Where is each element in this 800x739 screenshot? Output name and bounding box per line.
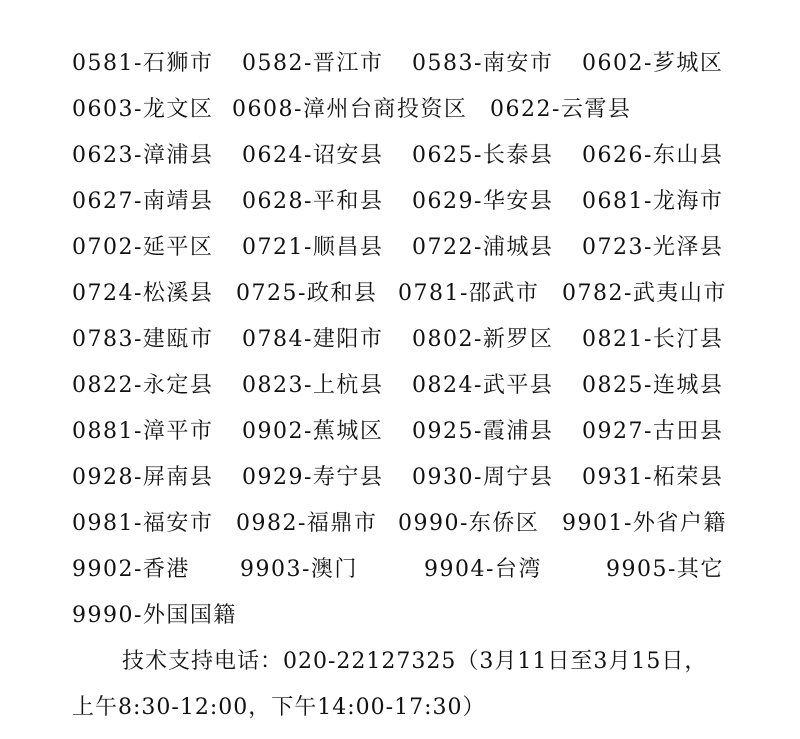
region-code-entry: 0824-武平县 <box>412 373 554 398</box>
region-code-entry: 9903-澳门 <box>240 557 358 582</box>
code-row <box>0 90 800 130</box>
code-row <box>0 412 800 452</box>
region-code-entry: 9905-其它 <box>606 557 724 582</box>
region-code-entry: 0930-周宁县 <box>412 465 554 490</box>
region-code-entry: 0990-东侨区 <box>398 511 540 536</box>
region-code-entry: 0802-新罗区 <box>412 327 554 352</box>
region-code-entry: 0721-顺昌县 <box>242 235 384 260</box>
code-row <box>0 596 800 636</box>
code-row <box>0 550 800 590</box>
region-code-entry: 0725-政和县 <box>236 281 378 306</box>
region-code-entry: 0723-光泽县 <box>582 235 724 260</box>
region-code-entry: 0724-松溪县 <box>72 281 214 306</box>
region-code-entry: 9904-台湾 <box>424 557 542 582</box>
region-code-entry: 0822-永定县 <box>72 373 214 398</box>
code-row <box>0 366 800 406</box>
region-code-entry: 0981-福安市 <box>72 511 214 536</box>
tech-support-hours-line: 上午8:30-12:00，下午14:00-17:30） <box>72 695 486 720</box>
region-code-entry: 0925-霞浦县 <box>412 419 554 444</box>
tech-support-phone-line: 技术支持电话：020-22127325（3月11日至3月15日， <box>122 649 708 674</box>
region-code-entry: 0825-连城县 <box>582 373 724 398</box>
code-row <box>0 458 800 498</box>
region-code-entry: 9902-香港 <box>72 557 190 582</box>
region-code-entry: 0722-浦城县 <box>412 235 554 260</box>
region-code-entry: 0681-龙海市 <box>582 189 724 214</box>
code-row <box>0 44 800 84</box>
region-code-entry: 0602-芗城区 <box>582 51 724 76</box>
region-code-entry: 0902-蕉城区 <box>242 419 384 444</box>
region-code-entry: 0783-建瓯市 <box>72 327 214 352</box>
region-code-entry: 0581-石狮市 <box>72 51 214 76</box>
region-code-entry: 0582-晋江市 <box>242 51 384 76</box>
region-code-entry: 9901-外省户籍 <box>562 511 727 536</box>
code-row <box>0 136 800 176</box>
region-code-entry: 0982-福鼎市 <box>236 511 378 536</box>
region-code-entry: 0781-邵武市 <box>398 281 540 306</box>
region-code-entry: 0881-漳平市 <box>72 419 214 444</box>
region-code-entry: 0583-南安市 <box>412 51 554 76</box>
region-code-entry: 0625-长泰县 <box>412 143 554 168</box>
code-row <box>0 274 800 314</box>
region-code-entry: 0931-柘荣县 <box>582 465 724 490</box>
code-row <box>0 504 800 544</box>
region-code-entry: 0628-平和县 <box>242 189 384 214</box>
region-code-entry: 0608-漳州台商投资区 <box>232 97 468 122</box>
region-code-entry: 0624-诏安县 <box>242 143 384 168</box>
region-code-entry: 0623-漳浦县 <box>72 143 214 168</box>
region-code-entry: 0629-华安县 <box>412 189 554 214</box>
region-code-entry: 0626-东山县 <box>582 143 724 168</box>
code-row <box>0 320 800 360</box>
region-code-entry: 0823-上杭县 <box>242 373 384 398</box>
region-code-entry: 0927-古田县 <box>582 419 724 444</box>
region-code-entry: 0821-长汀县 <box>582 327 724 352</box>
region-code-entry: 9990-外国国籍 <box>72 603 237 628</box>
code-row <box>0 228 800 268</box>
code-row <box>0 182 800 222</box>
region-code-entry: 0784-建阳市 <box>242 327 384 352</box>
region-code-entry: 0928-屏南县 <box>72 465 214 490</box>
region-code-entry: 0782-武夷山市 <box>562 281 727 306</box>
region-code-entry: 0702-延平区 <box>72 235 214 260</box>
region-code-entry: 0627-南靖县 <box>72 189 214 214</box>
region-code-entry: 0622-云霄县 <box>490 97 632 122</box>
region-code-entry: 0929-寿宁县 <box>242 465 384 490</box>
region-code-entry: 0603-龙文区 <box>72 97 214 122</box>
